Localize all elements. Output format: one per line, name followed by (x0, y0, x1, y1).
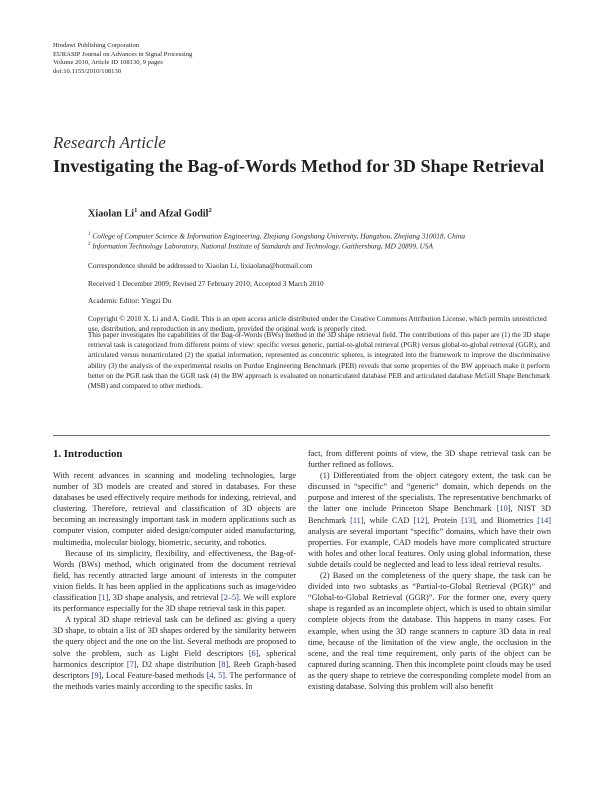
paragraph: (2) Based on the completeness of the query shape, the task can be divided into two subtasks as “Partial-to-Global Retrieval (PGR)” and “Global-to-Global Retrieval (GGR)”. For the former one, every query shape is regarded as an incomplete object, which is used to obtain similar complete objects from the database. This happens in many cases. For example, when using the 3D range scanners to capture 3D data in real time, because of the limitation of the view angle, the occlusion in the scene, and the real time requirement, only parts of the object can be captured during scanning. Then this incomplete point clouds may be used as the query shape to retrieve the corresponding complete model from an existing database. Solving this problem will also benefit (308, 571, 551, 691)
citation-link[interactable]: [10] (496, 504, 511, 514)
citation-link[interactable]: [7] (126, 659, 137, 669)
affiliation-2 (88, 240, 550, 251)
volume: Volume 2010, Article ID 108130, 9 pages (53, 59, 163, 67)
publisher: Hindawi Publishing Corporation (53, 42, 140, 49)
right-column (308, 448, 551, 692)
paragraph: (1) Differentiated from the object category extent, the task can be discussed in “specific” and “generic” domain, which depends on the purpose and interest of the specialists. The representative benchmarks of the latter one include Princeton Shape Benchmark [10], NIST 3D Benchmark [11], while CAD [12], Protein [13], and Biometrics [14] analysis are several important “specific” domains, which have their own properties. For example, CAD models have more complicated structure with holes and other local features. Only using global information, these subtle details could be neglected and lead to less ideal retrieval results. (308, 471, 551, 569)
affiliation-sup: 2 (88, 242, 91, 247)
dates: Received 1 December 2009; Revised 27 February 2010; Accepted 3 March 2010 (88, 279, 324, 288)
author-conjunction: and (137, 208, 159, 220)
abstract: This paper investigates the capabilities of the Bag-of-Words (BWs) method in the 3D shape retrieval field. The contributions of this paper are (1) the 3D shape retrieval task is categorized from different points of view: specific versus generic, partial-to-global retrieval (PGR) versus global-to-global retrieval (GGR), and articulated versus nonarticulated (2) the spatial information, represented as concentric spheres, is integrated into the framework to improve the discriminative ability (3) the analysis of the experimental results on Purdue Engineering Benchmark (PEB) reveals that some properties of the BW approach make it perform better on the PGR task than the GGR task (4) the BW approach is evaluated on nonarticulated database PEB and articulated database McGill Shape Benchmark (MSB) and compared to other methods. (88, 331, 550, 391)
author-sup: 1 (134, 207, 138, 214)
citation-link[interactable]: [9] (91, 670, 102, 680)
journal-name: EURASIP Journal on Advances in Signal Processing (53, 50, 193, 58)
divider (53, 435, 550, 436)
citation-link[interactable]: [6] (248, 648, 259, 658)
affiliation-text: Information Technology Laboratory, National Institute of Standards and Technology, Gaithersburg, MD 20899, USA (90, 241, 433, 251)
academic-editor: Academic Editor: Yingzi Du (88, 296, 172, 305)
author-sup: 2 (208, 207, 212, 214)
affiliation-sup: 1 (88, 232, 91, 237)
authors (88, 207, 212, 219)
correspondence: Correspondence should be addressed to Xiaolan Li, lixiaolana@hotmail.com (88, 261, 313, 270)
citation-link[interactable]: [13] (461, 515, 475, 525)
copyright: Copyright © 2010 X. Li and A. Godil. This is an open access article distributed under the Creative Commons Attribution License, which permits unrestricted use, distribution, and reproduction in any medium, provided the original work is properly cited. (88, 314, 547, 333)
author-name: Afzal Godil (158, 208, 209, 220)
citation-link[interactable]: [8] (218, 659, 229, 669)
citation-link[interactable]: [11] (350, 515, 364, 525)
left-column (53, 470, 296, 692)
citation-link[interactable]: [14] (537, 515, 551, 525)
affiliation-text: College of Computer Science & Information Engineering, Zhejiang Gongshang University, Hangzhou, Zhejiang 310018, China (90, 231, 466, 241)
section-heading: 1. Introduction (53, 448, 123, 460)
paragraph: With recent advances in scanning and modeling technologies, large number of 3D models are created and stored in databases. For these databases be used effectively require methods for indexing, retrieval, and clustering. Therefore, retrieval and classification of 3D objects are becoming an increasingly important task in modern applications such as computer vision, computer aided design/computer aided manufacturing, multimedia, molecular biology, biometric, security, and robotics. (53, 471, 296, 547)
paragraph: Because of its simplicity, flexibility, and effectiveness, the Bag-of-Words (BWs) method, which originated from the document retrieval field, has recently attracted large amount of interests in the computer vision fields. It has been applied in the applications such as image/video classification [1], 3D shape analysis, and retrieval [2–5]. We will explore its performance especially for the 3D shape retrieval task in this paper. (53, 548, 297, 614)
article-type: Research Article (53, 133, 166, 152)
citation-link[interactable]: [12] (413, 515, 428, 525)
citation-link[interactable]: [2–5] (221, 593, 239, 603)
citation-link[interactable]: [1] (98, 593, 109, 603)
paragraph: fact, from different points of view, the 3D shape retrieval task can be further refined as follows. (308, 449, 551, 470)
author-name: Xiaolan Li (88, 208, 135, 220)
doi: doi:10.1155/2010/108130 (53, 67, 122, 75)
paragraph: A typical 3D shape retrieval task can be defined as: giving a query 3D shape, to obtain a list of 3D shapes ordered by the similarity between the query object and the one on the list. Several methods are proposed to solve the problem, such as Light Field descriptors [6], spherical harmonics descriptor [7], D2 shape distribution [8], Reeb Graph-based descriptors [9], Local Feature-based methods [4, 5]. The performance of the methods varies mainly according to the specific tasks. In (53, 615, 297, 691)
paper-title: Investigating the Bag-of-Words Method for 3D Shape Retrieval (53, 156, 545, 176)
journal-meta (53, 42, 192, 76)
citation-link[interactable]: [4, 5] (206, 670, 226, 680)
